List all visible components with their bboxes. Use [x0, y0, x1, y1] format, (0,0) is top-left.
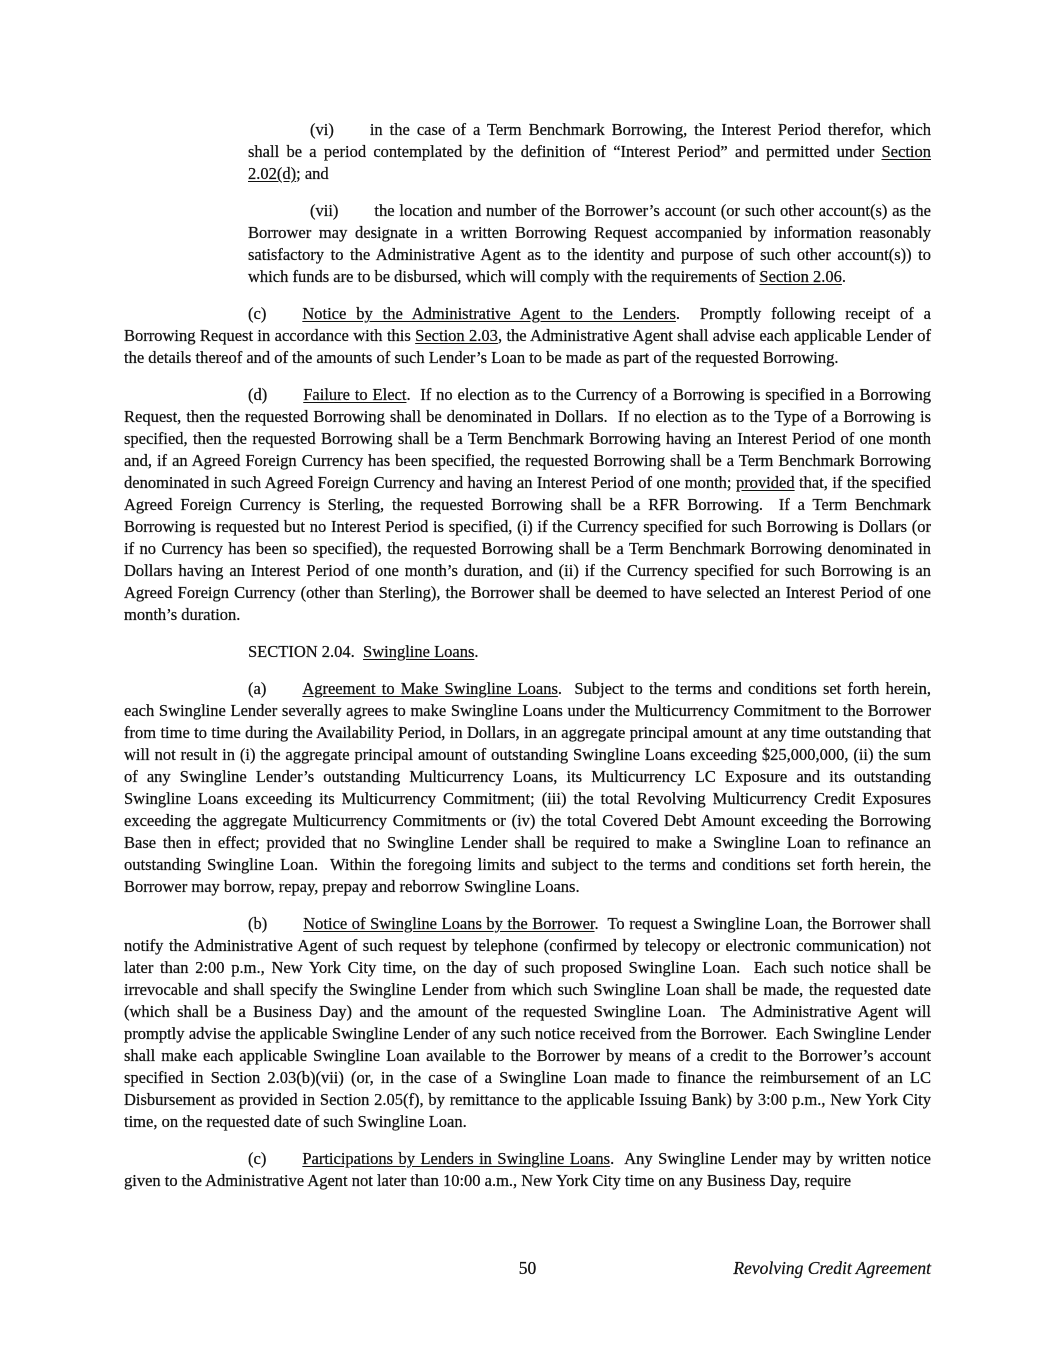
underlined-text-run: Swingline Loans: [363, 642, 475, 661]
underlined-text-run: Agreement to Make Swingline Loans: [302, 679, 558, 698]
text-run: . To request a Swingline Loan, the Borrower shall notify the Administrative Agent of such request by telephone (confirmed by telecopy or electronic communication) not later than 2:00 p.m., New York City time, on the day of such proposed Swingline Loan. Each such notice shall be irrevocable and shall specify the Swingline Lender from which such Swingline Loan shall be made, the requested date (which shall be a Business Day) and the amount of the requested Swingline Loan. The Administrative Agent will promptly advise the applicable Swingline Lender of any such notice received from the Borrower. Each Swingline Lender shall make each applicable Swingline Loan available to the Borrower by means of a credit to the Borrower’s account specified in Section 2.03(b)(vii) (or, in the case of a Swingline Loan made to finance the reimbursement of an LC Disbursement as provided in Section 2.05(f), by remittance to the applicable Issuing Bank) by 3:00 p.m., New York City time, on the requested date of such Swingline Loan.: [124, 914, 931, 1131]
text-run: , the Administrative Agent shall advise each applicable Lender of the details thereof and of the amounts of such Lender’s Loan to be made as part of the requested Borrowing.: [124, 326, 931, 367]
text-run: (vi): [310, 120, 334, 139]
underlined-text-run: Section 2.03: [415, 326, 498, 345]
text-run: . Any Swingline Lender may by written notice given to the Administrative Agent not later than 10:00 a.m., New York City time on any Business Day, require: [124, 1149, 932, 1190]
paragraph-d-failure-to-elect: [124, 384, 931, 626]
page-number: 50: [518, 1258, 537, 1278]
paragraph-c-notice-by-administrative-agent: [124, 303, 931, 369]
paragraph-b-notice-of-swingline-loans: [124, 913, 931, 1133]
text-run: (vii): [310, 201, 339, 220]
text-run: that, if the specified Agreed Foreign Currency is Sterling, the requested Borrowing shall be a RFR Borrowing. If a Term Benchmark Borrowing is requested but no Interest Period is specified, (i) if the Currency specified for such Borrowing is Dollars (or if no Currency has been so specified), the requested Borrowing shall be a Term Benchmark Borrowing denominated in Dollars having an Interest Period of one month’s duration, and (ii) if the Currency specified for such Borrowing is an Agreed Foreign Currency (other than Sterling), the Borrower shall be deemed to have selected an Interest Period of one month’s duration.: [124, 473, 931, 624]
text-run: (c): [248, 304, 267, 323]
paragraph-c-participations-by-lenders: [124, 1148, 931, 1192]
text-run: .: [474, 642, 479, 661]
text-run: . Promptly following receipt of a Borrowing Request in accordance with this: [124, 304, 931, 345]
page-footer: [124, 1258, 931, 1288]
underlined-text-run: Notice of Swingline Loans by the Borrower: [303, 914, 595, 933]
text-run: SECTION 2.04.: [248, 642, 364, 661]
text-run: in the case of a Term Benchmark Borrowing, the Interest Period therefor, which shall be a period contemplated by the definition of “Interest Period” and permitted under: [248, 120, 931, 161]
clause-vii: [248, 200, 931, 288]
underlined-text-run: provided: [735, 473, 795, 492]
text-run: the location and number of the Borrower’s account (or such other account(s) as the Borrower may designate in a written Borrowing Request accompanied by information reasonably satisfactory to the Administrative Agent as to the identity and purpose of such other account(s)) to which funds are to be disbursed, which will comply with the requirements of: [248, 201, 931, 286]
text-run: (d): [248, 385, 268, 404]
paragraph-a-agreement-to-make-swingline-loans: [124, 678, 931, 898]
underlined-text-run: Section 2.06: [759, 267, 842, 286]
underlined-text-run: Failure to Elect: [303, 385, 407, 404]
footer-document-title: Revolving Credit Agreement: [733, 1258, 931, 1278]
text-run: (b): [248, 914, 268, 933]
underlined-text-run: Notice by the Administrative Agent to the Lenders: [302, 304, 676, 323]
text-run: .: [841, 267, 847, 286]
underlined-text-run: Participations by Lenders in Swingline Loans: [302, 1149, 611, 1168]
underlined-text-run: Section 2.02(d): [248, 142, 931, 183]
document-content: [124, 119, 931, 1207]
text-run: (a): [248, 679, 267, 698]
clause-vi: [248, 119, 931, 185]
section-2-04-heading: [124, 641, 931, 663]
text-run: . If no election as to the Currency of a Borrowing is specified in a Borrowing Request, then the requested Borrowing shall be denominated in Dollars. If no election as to the Type of a Borrowing is specified, then the requested Borrowing shall be a Term Benchmark Borrowing having an Interest Period of one month and, if an Agreed Foreign Currency has been specified, the requested Borrowing shall be a Term Benchmark Borrowing denominated in such Agreed Foreign Currency and having an Interest Period of one month;: [124, 385, 931, 492]
text-run: ; and: [296, 164, 329, 183]
text-run: . Subject to the terms and conditions set forth herein, each Swingline Lender severally agrees to make Swingline Loans under the Multicurrency Commitment to the Borrower from time to time during the Availability Period, in Dollars, in an aggregate principal amount at any time outstanding that will not result in (i) the aggregate principal amount of outstanding Swingline Loans exceeding $25,000,000, (ii) the sum of any Swingline Lender’s outstanding Multicurrency Loans, its Multicurrency LC Exposure and its outstanding Swingline Loans exceeding its Multicurrency Commitment; (iii) the total Revolving Multicurrency Credit Exposures exceeding the aggregate Multicurrency Commitments or (iv) the total Covered Debt Amount exceeding the Borrowing Base then in effect; provided that no Swingline Lender shall be required to make a Swingline Loan to refinance an outstanding Swingline Loan. Within the foregoing limits and subject to the terms and conditions set forth herein, the Borrower may borrow, repay, prepay and reborrow Swingline Loans.: [124, 679, 931, 896]
text-run: (c): [248, 1149, 267, 1168]
